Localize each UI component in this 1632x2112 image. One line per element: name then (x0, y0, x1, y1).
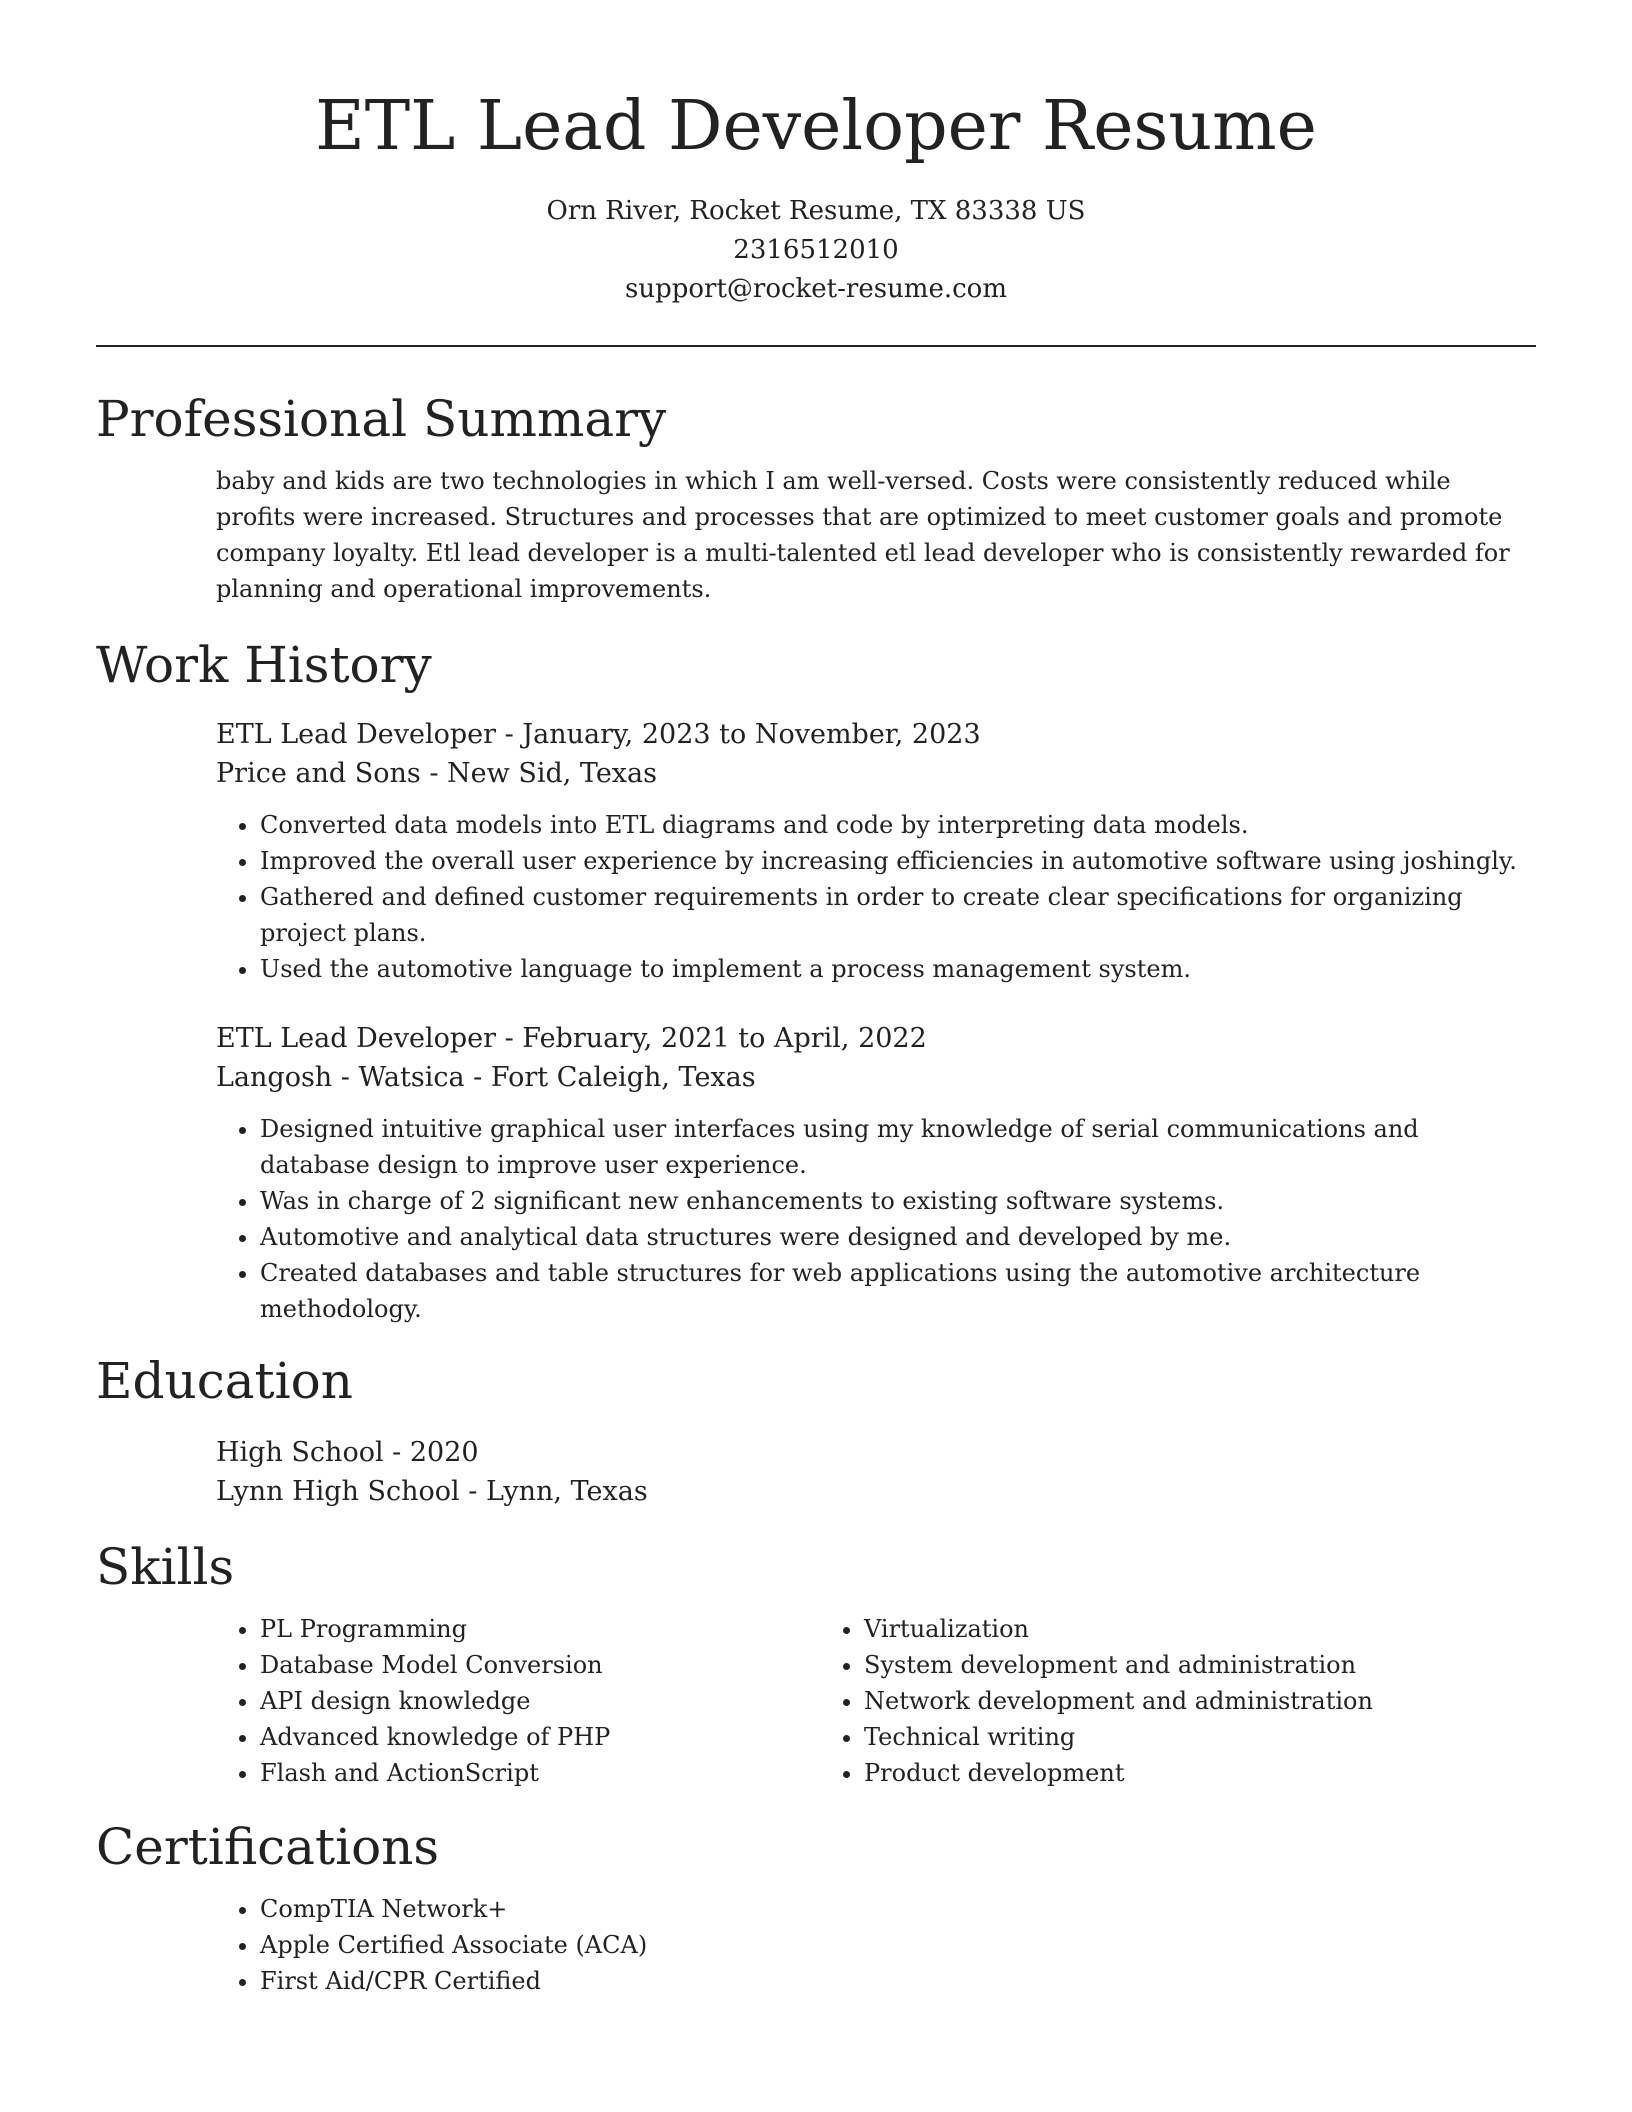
list-item: • Was in charge of 2 significant new enhancements to existing software systems. (260, 1183, 1536, 1219)
education-school-location: Lynn High School - Lynn, Texas (216, 1476, 648, 1507)
job-role-dates: ETL Lead Developer - January, 2023 to November, 2023 (216, 719, 981, 750)
list-item: • API design knowledge (260, 1683, 820, 1719)
section-title: Work History (96, 636, 432, 694)
list-item: • Product development (864, 1755, 1424, 1791)
list-item: • Improved the overall user experience by increasing efficiencies in automotive software using joshingly. (260, 843, 1536, 879)
section-title: Certifications (96, 1818, 440, 1876)
summary-text: baby and kids are two technologies in which I am well-versed. Costs were consistently reduced while profits were increased. Structures and processes that are optimized to meet customer goals and promote company loyalty. Etl lead developer is a multi-talented etl lead developer who is consistently rewarded for planning and operational improvements. (216, 467, 1510, 603)
contact-info (96, 192, 1536, 309)
list-item: • Created databases and table structures for web applications using the automotive architecture methodology. (260, 1255, 1536, 1327)
section-education (96, 1351, 1536, 1511)
list-item: • Advanced knowledge of PHP (260, 1719, 820, 1755)
list-item: • CompTIA Network+ (260, 1891, 1536, 1927)
list-item: • First Aid/CPR Certified (260, 1963, 1536, 1999)
job-role-dates: ETL Lead Developer - February, 2021 to April, 2022 (216, 1023, 927, 1054)
list-item: • Gathered and defined customer requirements in order to create clear specifications for organizing project plans. (260, 879, 1536, 951)
section-skills (96, 1537, 1536, 1791)
contact-email: support@rocket-resume.com (624, 274, 1007, 304)
job-bullets (216, 1111, 1536, 1327)
list-item: • Used the automotive language to implement a process management system. (260, 951, 1536, 987)
education-degree-year: High School - 2020 (216, 1437, 479, 1468)
job-bullets (216, 807, 1536, 987)
section-professional-summary (96, 389, 1536, 607)
section-title: Professional Summary (96, 390, 667, 448)
job-entry (216, 1019, 1536, 1327)
job-company-location: Langosh - Watsica - Fort Caleigh, Texas (216, 1062, 756, 1093)
list-item: • Flash and ActionScript (260, 1755, 820, 1791)
list-item: • Automotive and analytical data structures were designed and developed by me. (260, 1219, 1536, 1255)
header-divider (96, 345, 1536, 347)
section-title: Education (96, 1352, 353, 1410)
section-certifications (96, 1817, 1536, 1999)
list-item: • Converted data models into ETL diagrams and code by interpreting data models. (260, 807, 1536, 843)
resume-title: ETL Lead Developer Resume (315, 87, 1317, 166)
job-entry (216, 715, 1536, 987)
list-item: • PL Programming (260, 1611, 820, 1647)
certifications-list (216, 1891, 1536, 1999)
contact-address: Orn River, Rocket Resume, TX 83338 US (546, 196, 1086, 226)
list-item: • Database Model Conversion (260, 1647, 820, 1683)
section-title: Skills (96, 1538, 235, 1596)
skills-grid (216, 1611, 1536, 1791)
list-item: • Technical writing (864, 1719, 1424, 1755)
skills-column-left (216, 1611, 820, 1791)
list-item: • Apple Certified Associate (ACA) (260, 1927, 1536, 1963)
education-entry (216, 1433, 1536, 1511)
list-item: • Virtualization (864, 1611, 1424, 1647)
list-item: • Network development and administration (864, 1683, 1424, 1719)
section-work-history (96, 635, 1536, 1327)
list-item: • Designed intuitive graphical user interfaces using my knowledge of serial communications and database design to improve user experience. (260, 1111, 1536, 1183)
job-company-location: Price and Sons - New Sid, Texas (216, 758, 657, 789)
skills-column-right (820, 1611, 1424, 1791)
contact-phone: 2316512010 (733, 235, 899, 265)
list-item: • System development and administration (864, 1647, 1424, 1683)
resume-header (96, 0, 1536, 309)
